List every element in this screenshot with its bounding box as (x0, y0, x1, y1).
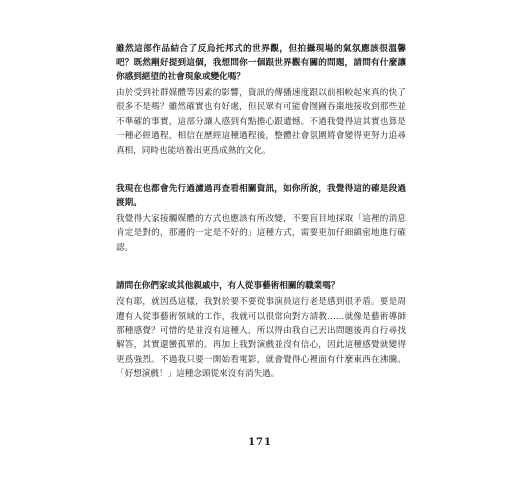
interview-page (116, 42, 406, 406)
question-2: 我現在也都會先行過濾過再查看相關資訊，如你所說，我覺得這的確是段過渡期。 (116, 184, 406, 209)
question-3: 請問在你們家或其他親戚中，有人從事藝術相關的職業嗎？ (116, 281, 340, 292)
page-number: 171 (248, 437, 272, 448)
answer-1: 由於受到社群媒體等因素的影響，資訊的傳播速度跟以前相較起來真的快了很多不是嗎？雖然確實也有好處，但民眾有可能會囫圇吞棗地接收到那些並不準確的事實，這部分讓人感到有點擔心跟遺憾。不過我覺得這其實也算是一種必經過程，相信在歷經這種過程後，整體社會氛圍將會變得更努力追尋真相，同時也能培養出更爲成熟的文化。 (116, 88, 406, 156)
answer-3: 沒有耶，就因爲這樣，我對於要不要從事演員這行老是感到很矛盾。要是周遭有人從事藝術領域的工作，我就可以很常向對方請教……就像是藝術導師那種感覺？可惜的是並沒有這種人，所以得由我自己丟出問題後再自行尋找解答，其實還蠻孤單的。再加上我對演戲並沒有信心，因此這種感覺就變得更爲強烈。不過我只要一開始看電影，就會覺得心裡面有什麼東西在沸騰。「好想演戲！」這種念頭從來沒有消失過。 (116, 297, 406, 380)
qa-block-3 (116, 279, 406, 381)
qa-block-1 (116, 42, 406, 158)
answer-2: 我覺得大家接觸媒體的方式也應該有所改變，不要盲目地採取「這裡的消息肯定是對的，那邊的一定是不好的」這種方式，需要更加仔細縝密地進行確認。 (116, 214, 406, 253)
question-1: 雖然這部作品結合了反烏托邦式的世界觀，但拍攝現場的氣氛應該很溫馨吧？既然剛好提到這個，我想問你一個跟世界觀有關的問題，請問有什麼讓你感到絕望的社會現象或變化嗎？ (116, 44, 406, 82)
qa-block-2 (116, 182, 406, 255)
